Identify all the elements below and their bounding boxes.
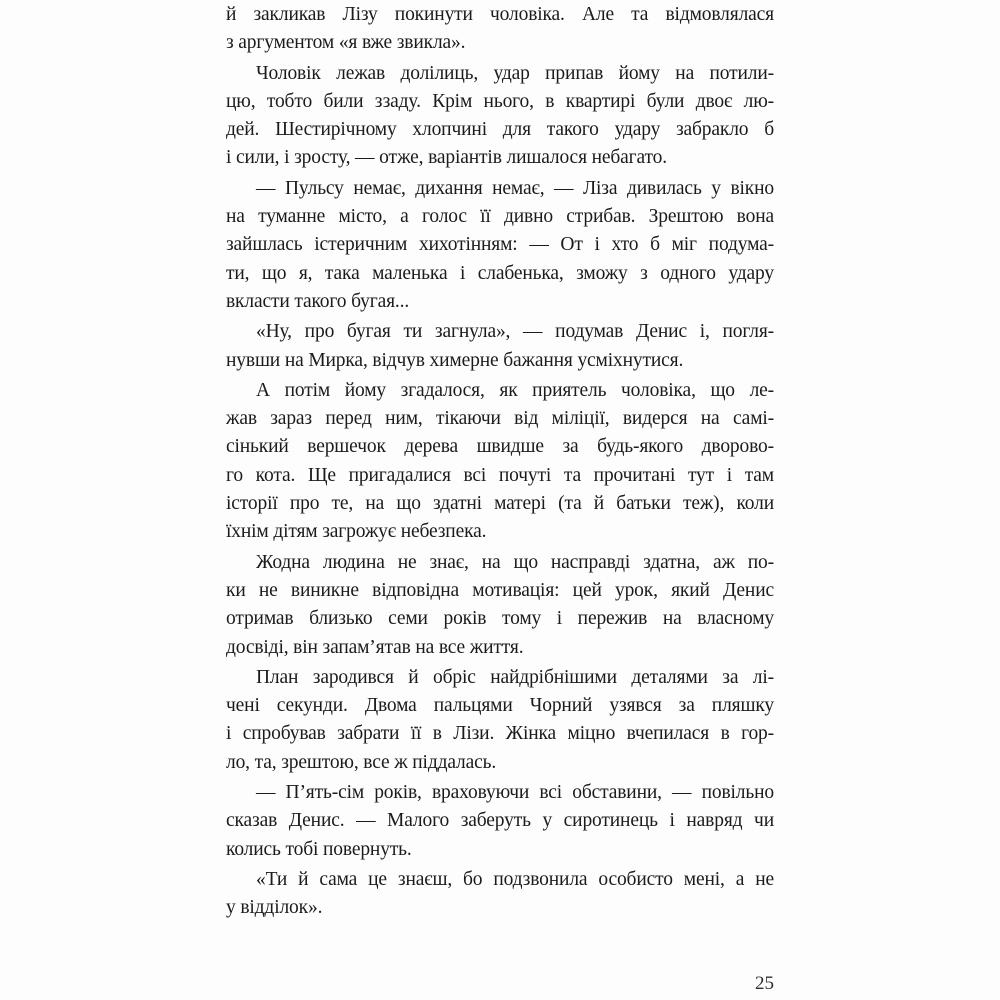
text-line: їхнім дітям загрожує небезпека.	[226, 521, 487, 543]
text-line: колись тобі повернуть.	[226, 838, 412, 860]
text-line: ло, та, зрештою, все ж піддалась.	[226, 751, 497, 773]
paragraph	[226, 1, 774, 58]
text-line: — Пульсу немає, дихання немає, — Ліза дивилась у вікно	[256, 177, 774, 199]
text-line: А потім йому згадалося, як приятель чоловіка, що ле-	[256, 379, 774, 401]
text-line: ки не виникне відповідна мотивація: цей урок, який Денис	[226, 579, 774, 601]
text-line: — П’ять-сім років, враховуючи всі обставини, — повільно	[256, 782, 774, 804]
text-line: чені секунди. Двома пальцями Чорний узявся за пляшку	[226, 695, 774, 717]
text-line: з аргументом «я вже звикла».	[226, 32, 466, 54]
page-text	[226, 1, 774, 923]
text-line: «Ну, про бугая ти загнула», — подумав Денис і, погля-	[256, 321, 774, 343]
text-line: отримав близько семи років тому і пережив на власному	[226, 608, 774, 630]
text-line: Чоловік лежав долілиць, удар припав йому на потили-	[256, 62, 774, 84]
text-line: нувши на Мирка, відчув химерне бажання усміхнутися.	[226, 349, 684, 371]
text-line: і сили, і зросту, — отже, варіантів лишалося небагато.	[226, 147, 667, 169]
text-line: сінький вершечок дерева швидше за будь-якого дворово-	[226, 436, 774, 458]
text-line: «Ти й сама це знаєш, бо подзвонила особисто мені, а не	[256, 868, 774, 890]
paragraph	[226, 664, 774, 777]
text-line: досвіді, він запам’ятав на все життя.	[226, 636, 524, 658]
paragraph	[226, 318, 774, 375]
text-line: вкласти такого бугая...	[226, 290, 410, 312]
text-line: дей. Шестирічному хлопчині для такого удару забракло б	[226, 119, 774, 141]
text-line: ти, що я, така маленька і слабенька, зможу з одного удару	[226, 262, 774, 284]
text-line: на туманне місто, а голос її дивно стрибав. Зрештою вона	[226, 206, 774, 228]
text-line: зайшлась істеричним хихотінням: — От і хто б міг подума-	[226, 234, 774, 256]
paragraph	[226, 866, 774, 923]
page-number: 25	[755, 973, 774, 994]
paragraph	[226, 60, 774, 173]
text-line: го кота. Ще пригадалися всі почуті та прочитані тут і там	[226, 464, 774, 486]
text-line: і спробував забрати її в Лізи. Жінка міцно вчепилася в гор-	[226, 723, 774, 745]
paragraph	[226, 175, 774, 316]
text-line: жав зараз перед ним, тікаючи від міліції, видерся на самі-	[226, 408, 774, 430]
paragraph	[226, 779, 774, 864]
text-line: й закликав Лізу покинути чоловіка. Але та відмовлялася	[226, 4, 774, 25]
text-line: Жодна людина не знає, на що насправді здатна, аж по-	[256, 551, 774, 573]
text-line: План зародився й обріс найдрібнішими деталями за лі-	[256, 666, 774, 688]
text-line: історії про те, на що здатні матері (та й батьки теж), коли	[226, 493, 774, 515]
paragraph	[226, 549, 774, 662]
text-line: цю, тобто били ззаду. Крім нього, в квартирі були двоє лю-	[226, 90, 774, 112]
text-line: у відділок».	[226, 897, 323, 919]
text-line: сказав Денис. — Малого заберуть у сиротинець і навряд чи	[226, 810, 774, 832]
paragraph	[226, 377, 774, 547]
